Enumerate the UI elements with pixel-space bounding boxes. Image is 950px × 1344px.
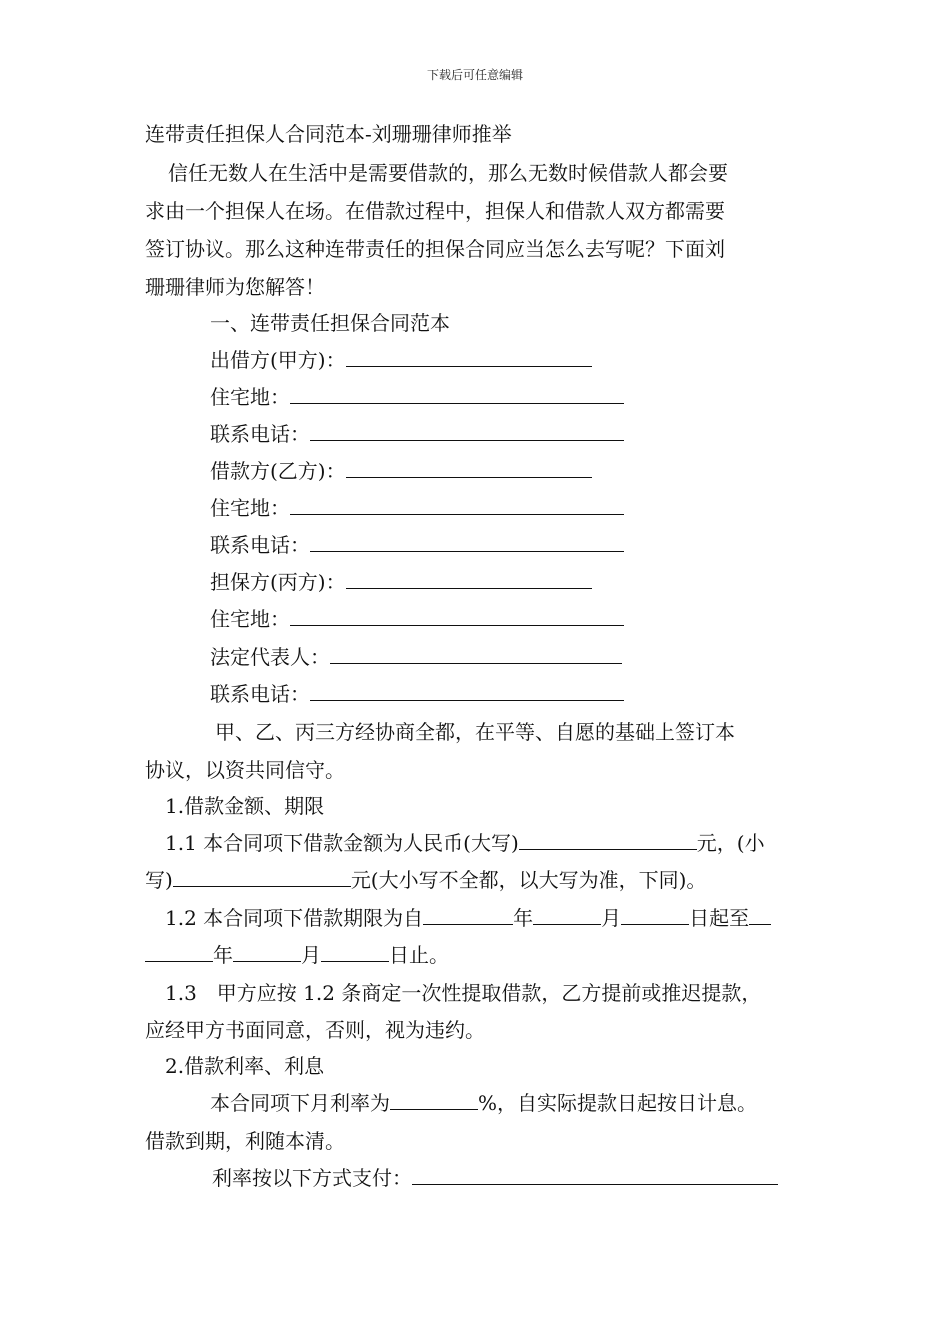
field-label: 联系电话： xyxy=(210,682,310,706)
blank-line xyxy=(390,1089,478,1110)
field-label: 法定代表人： xyxy=(210,645,330,669)
document-title: 连带责任担保人合同范本-刘珊珊律师推举 xyxy=(145,122,512,146)
clause-text: 元，(小 xyxy=(696,831,765,855)
blank-line xyxy=(290,605,624,626)
blank-line xyxy=(233,941,301,962)
clause-text: 日止。 xyxy=(389,943,449,967)
field-guarantor xyxy=(210,568,592,596)
clause-2-rate xyxy=(210,1089,757,1117)
field-lender-address xyxy=(210,383,624,411)
clause-text: 写) xyxy=(145,868,173,892)
blank-line xyxy=(310,420,624,441)
clause-1-3-line2: 应经甲方书面同意，否则，视为违约。 xyxy=(145,1018,485,1042)
clause-text: 年 xyxy=(513,906,534,930)
field-lender xyxy=(210,346,592,374)
section-heading: 一、连带责任担保合同范本 xyxy=(210,311,450,335)
field-label: 联系电话： xyxy=(210,533,310,557)
clause-text: %，自实际提款日起按日计息。 xyxy=(478,1091,758,1115)
blank-line xyxy=(621,904,689,925)
blank-line xyxy=(423,904,513,925)
clause-2-rate-line2: 借款到期，利随本清。 xyxy=(145,1129,345,1153)
clause-1-1-line2 xyxy=(145,866,706,894)
blank-line xyxy=(173,866,351,887)
field-label: 借款方(乙方)： xyxy=(210,459,346,483)
clause-1-1 xyxy=(165,829,765,857)
page-header-note: 下载后可任意编辑 xyxy=(426,68,523,82)
clause-heading: 2.借款利率、利息 xyxy=(165,1054,325,1078)
clause-text: 月 xyxy=(301,943,321,967)
field-guarantor-phone xyxy=(210,680,624,708)
agreement-line: 甲、乙、丙三方经协商全都，在平等、自愿的基础上签订本 xyxy=(215,720,735,744)
clause-heading: 1.借款金额、期限 xyxy=(165,794,325,818)
field-borrower xyxy=(210,457,592,485)
blank-line xyxy=(290,494,624,515)
clause-text: 1.1 本合同项下借款金额为人民币(大写) xyxy=(165,831,519,855)
clause-text: 月 xyxy=(601,906,622,930)
field-label: 住宅地： xyxy=(210,607,290,631)
blank-line xyxy=(310,531,624,552)
blank-line xyxy=(749,904,771,925)
clause-2-payment xyxy=(212,1164,778,1192)
clause-1-2-line2 xyxy=(145,941,449,969)
blank-line xyxy=(533,904,601,925)
blank-line xyxy=(290,383,624,404)
field-guarantor-rep xyxy=(210,643,622,671)
clause-1-2 xyxy=(165,904,771,932)
field-borrower-address xyxy=(210,494,624,522)
clause-text: 本合同项下月利率为 xyxy=(210,1091,390,1115)
blank-line xyxy=(346,568,592,589)
clause-text: 元(大小写不全都，以大写为准，下同)。 xyxy=(350,868,707,892)
intro-line: 求由一个担保人在场。在借款过程中，担保人和借款人双方都需要 xyxy=(145,199,725,223)
field-label: 联系电话： xyxy=(210,422,310,446)
blank-line xyxy=(310,680,624,701)
field-borrower-phone xyxy=(210,531,624,559)
field-label: 住宅地： xyxy=(210,496,290,520)
field-label: 担保方(丙方)： xyxy=(210,570,346,594)
intro-line: 签订协议。那么这种连带责任的担保合同应当怎么去写呢？下面刘 xyxy=(145,237,725,261)
field-label: 住宅地： xyxy=(210,385,290,409)
blank-line xyxy=(412,1164,778,1185)
blank-line xyxy=(346,457,592,478)
intro-line: 珊珊律师为您解答！ xyxy=(145,275,325,299)
intro-line: 信任无数人在生活中是需要借款的，那么无数时候借款人都会要 xyxy=(168,161,728,185)
field-lender-phone xyxy=(210,420,624,448)
blank-line xyxy=(145,941,213,962)
clause-text: 年 xyxy=(213,943,233,967)
clause-text: 日起至 xyxy=(689,906,750,930)
clause-text: 利率按以下方式支付： xyxy=(212,1166,412,1190)
blank-line xyxy=(519,829,697,850)
agreement-line: 协议，以资共同信守。 xyxy=(145,758,345,782)
field-label: 出借方(甲方)： xyxy=(210,348,346,372)
blank-line xyxy=(346,346,592,367)
blank-line xyxy=(330,643,622,664)
clause-text: 1.2 本合同项下借款期限为自 xyxy=(165,906,424,930)
blank-line xyxy=(321,941,389,962)
clause-1-3: 1.3 甲方应按 1.2 条商定一次性提取借款，乙方提前或推迟提款， xyxy=(165,981,762,1005)
field-guarantor-address xyxy=(210,605,624,633)
